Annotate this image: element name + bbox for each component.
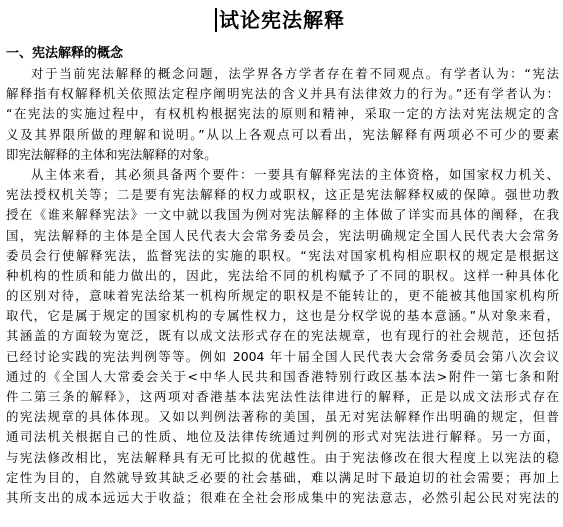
text-line: 其涵盖的方面较为宽泛，既有以成文法形式存在的宪法规章，也有现行的社会规范，还包括 xyxy=(6,328,559,344)
text-line: 与宪法修改相比，宪法解释具有无可比拟的优越性。由于宪法修改在很大程度上以宪法的稳 xyxy=(6,449,559,465)
text-line: 其所支出的成本远远大于收益；很难在全社会形成集中的宪法意志，必然引起公民对宪法的 xyxy=(6,489,559,505)
text-line: 定性为目的，自然就导致其缺乏必要的社会基础，难以满足时下最迫切的社会需要；再加上 xyxy=(6,469,559,485)
text-line: 通过的《全国人大常委会关于<中华人民共和国香港特别行政区基本法>附件一第七条和附 xyxy=(6,368,559,384)
text-cursor xyxy=(215,8,217,32)
text-line: 的区别对待，意味着宪法给某一机构所规定的职权是不能转让的，更不能被其他国家机构所 xyxy=(6,288,559,304)
text-line: 即宪法解释的主体和宪法解释的对象。 xyxy=(6,146,217,162)
text-line: 授在《谁来解释宪法》一文中就以我国为例对宪法解释的主体做了详实而具体的阐释，在我 xyxy=(6,207,559,223)
text-line: 已经讨论实践的宪法判例等等。例如 2004 年十届全国人民代表大会常务委员会第八次会议 xyxy=(6,348,559,364)
text-line: 对于当前宪法解释的概念问题，法学界各方学者存在着不同观点。有学者认为：“宪法 xyxy=(31,66,559,81)
text-line: 通司法机关根据自己的性质、地位及法律传统通过判例的形式对宪法进行解释。另一方面， xyxy=(6,429,559,445)
text-line: 解释指有权解释机关依照法定程序阐明宪法的含义并具有法律效力的行为。”还有学者认为： xyxy=(6,86,559,102)
text-line: 件二第三条的解释》，这两项对香港基本法宪法性法律进行的解释，正是以成文法形式存在 xyxy=(6,389,559,404)
text-line: 委员会行使解释宪法，监督宪法的实施的职权。“宪法对国家机构相应职权的规定是根据这 xyxy=(6,247,559,263)
document-title: 试论宪法解释 xyxy=(219,8,345,32)
text-line: “在宪法的实施过程中，有权机构根据宪法的原则和精神，采取一定的方法对宪法规定的含 xyxy=(6,106,559,122)
text-line: 从主体来看，其必须具备两个要件：一要具有解释宪法的主体资格，如国家权力机关、 xyxy=(31,166,559,182)
text-line: 种机构的性质和能力做出的，因此，宪法给不同的机构赋予了不同的职权。这样一种具体化 xyxy=(6,267,559,283)
text-line: 义及其界限所做的理解和说明。”从以上各观点可以看出，宪法解释有两项必不可少的要素 xyxy=(6,126,559,142)
text-line: 宪法授权机关等；二是要有宪法解释的权力或职权，这正是宪法解释权威的保障。强世功教 xyxy=(6,187,559,203)
text-line: 的宪法规章的具体体现。又如以判例法著称的美国，虽无对宪法解释作出明确的规定，但普 xyxy=(6,409,559,425)
section-heading: 一、宪法解释的概念 xyxy=(6,46,124,61)
text-line: 取代，它是属于规定的国家机构的专属性权力，这也是分权学说的基本意涵。”从对象来看， xyxy=(6,308,559,324)
body-text xyxy=(6,64,559,508)
text-line: 国，宪法解释的主体是全国人民代表大会常务委员会，宪法明确规定全国人民代表大会常务 xyxy=(6,227,559,243)
